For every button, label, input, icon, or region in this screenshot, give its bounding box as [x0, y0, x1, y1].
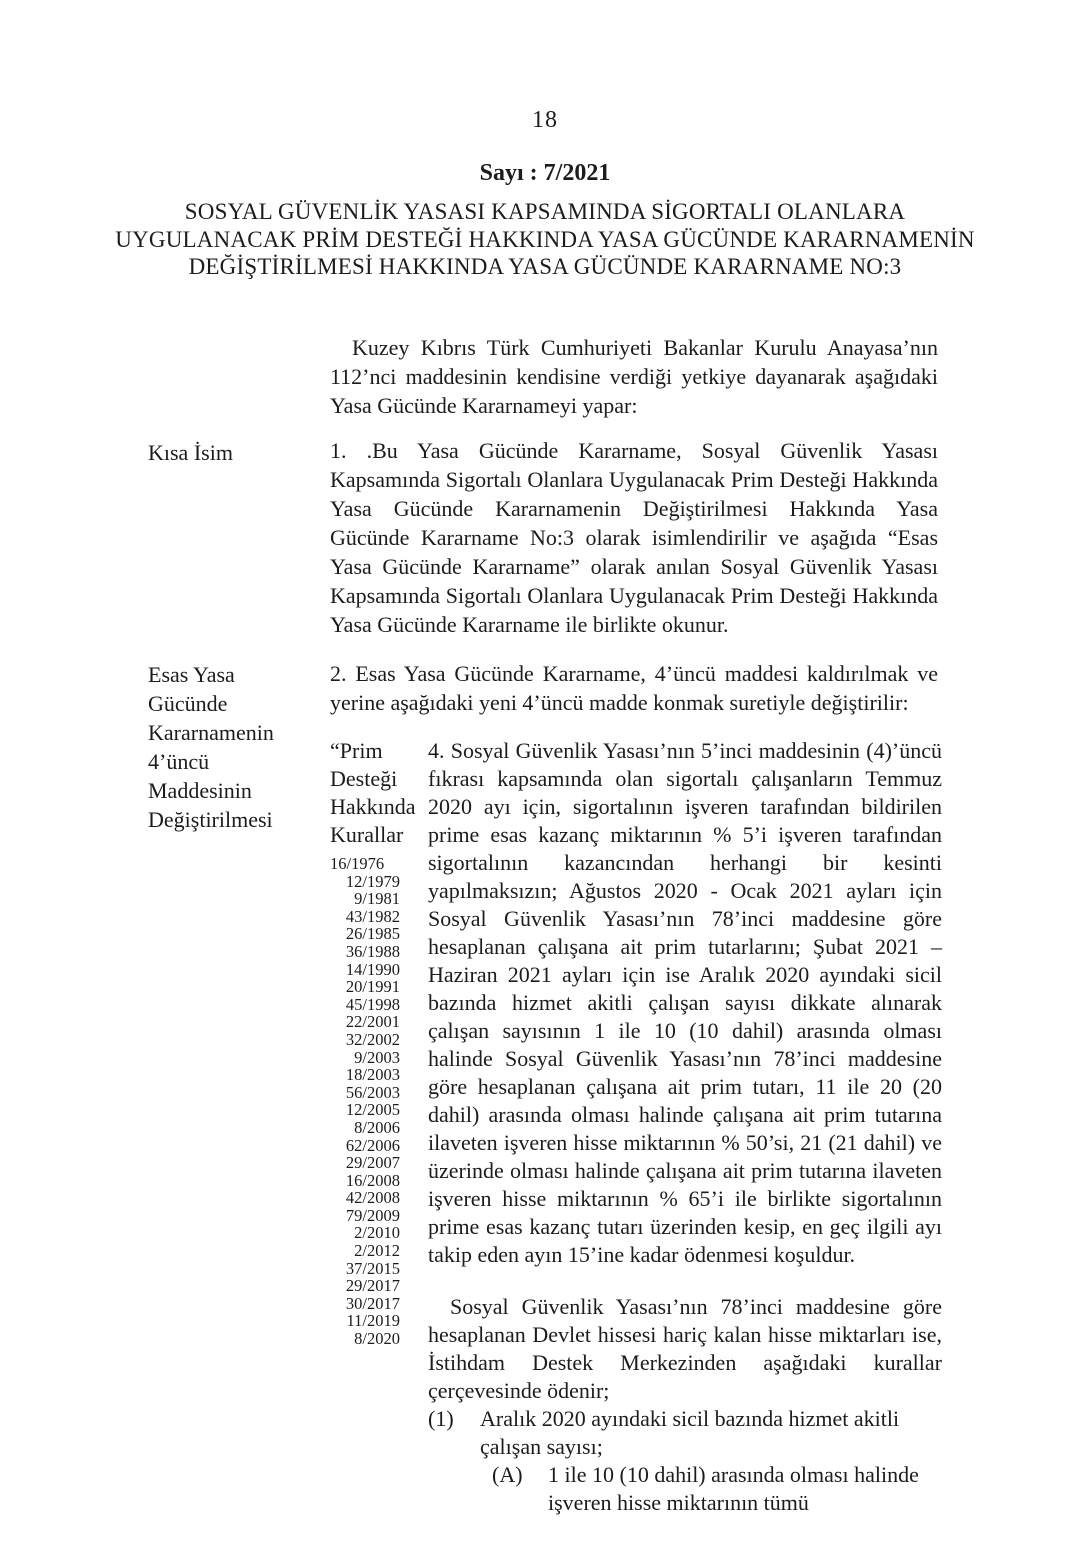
law-ref: 2/2010	[354, 1223, 400, 1243]
document-title-line: SOSYAL GÜVENLİK YASASI KAPSAMINDA SİGORTALI OLANLARA	[184, 199, 906, 224]
law-ref: 16/2008	[345, 1170, 400, 1190]
law-ref: 26/1985	[345, 924, 400, 944]
law-ref: 79/2009	[345, 1205, 400, 1225]
law-ref: 9/2003	[354, 1047, 400, 1067]
intro-paragraph: Kuzey Kıbrıs Türk Cumhuriyeti Bakanlar Kurulu Anayasa’nın 112’nci maddesinin kendisine verdiği yetkiye dayanarak aşağıdaki Yasa Gücünde Kararnameyi yapar:	[330, 335, 938, 418]
law-ref: 9/1981	[354, 889, 400, 909]
law-ref: 45/1998	[345, 994, 400, 1014]
law-ref: 36/1988	[345, 941, 400, 961]
law-ref: 8/2006	[354, 1117, 400, 1137]
document-title-line: DEĞİŞTİRİLMESİ HAKKINDA YASA GÜCÜNDE KARARNAME NO:3	[188, 254, 902, 279]
law-ref: 29/2017	[345, 1276, 400, 1296]
page-number: 18	[532, 107, 558, 133]
clause-4-block	[330, 737, 942, 1517]
law-ref: 32/2002	[345, 1029, 400, 1049]
list-item-1	[428, 1405, 942, 1461]
clause-paragraph-1: 4. Sosyal Güvenlik Yasası’nın 5’inci maddesinin (4)’üncü fıkrası kapsamında olan sigortalı çalışanların Temmuz 2020 ayı için, sigortalının işveren tarafından bildirilen prime esas kazanç miktarının % 5’i işveren tarafından sigortalının kazancından herhangi bir kesinti yapılmaksızın; Ağustos 2020 - Ocak 2021 ayları için Sosyal Güvenlik Yasası’nın 78’inci maddesine göre hesaplanan çalışana ait prim tutarlarını; Şubat 2021 – Haziran 2021 ayları için ise Aralık 2020 ayındaki sicil bazında hizmet akitli çalışan sayısı dikkate alınarak çalışan sayısının 1 ile 10 (10 dahil) arasında olması halinde Sosyal Güvenlik Yasası’nın 78’inci maddesine göre hesaplanan çalışana ait prim tutarı, 11 ile 20 (20 dahil) arasında olması halinde çalışana ait prim tutarına ilaveten işveren hisse miktarının % 50’si, 21 (21 dahil) ve üzerinde olması halinde çalışana ait prim tutarına ilaveten işveren hisse miktarının % 65’i ile birlikte sigortalının prime esas kazanç tutarı üzerinden kesip, en geç ilgili ayı takip eden ayın 15’ine kadar ödenmesi koşuldur.	[428, 738, 942, 1267]
law-ref: 62/2006	[345, 1135, 400, 1155]
clause-body-column	[428, 737, 942, 1517]
law-ref: 14/1990	[345, 959, 400, 979]
law-ref: 8/2020	[354, 1329, 400, 1349]
clause-margin-title: “Prim Desteği Hakkında Kurallar	[330, 738, 416, 847]
law-ref: 30/2017	[345, 1293, 400, 1313]
document-title	[0, 198, 1090, 281]
law-ref: 16/1976	[330, 854, 385, 873]
law-ref: 2/2012	[354, 1241, 400, 1261]
law-ref: 12/2005	[345, 1100, 400, 1120]
law-ref: 42/2008	[345, 1188, 400, 1208]
law-ref: 22/2001	[345, 1012, 400, 1032]
law-ref: 12/1979	[345, 871, 400, 891]
list-item-marker: (A)	[492, 1462, 523, 1487]
section-1-paragraph: 1. .Bu Yasa Gücünde Kararname, Sosyal Güvenlik Yasası Kapsamında Sigortalı Olanlara Uygulanacak Prim Desteği Hakkında Yasa Gücünde Kararnamenin Değiştirilmesi Hakkında Yasa Gücünde Kararname No:3 olarak isimlendirilir ve aşağıda “Esas Yasa Gücünde Kararname” olarak anılan Sosyal Güvenlik Yasası Kapsamında Sigortalı Olanlara Uygulanacak Prim Desteği Hakkında Yasa Gücünde Kararname ile birlikte okunur.	[330, 438, 938, 637]
law-ref: 56/2003	[345, 1082, 400, 1102]
document-title-line: UYGULANACAK PRİM DESTEĞİ HAKKINDA YASA GÜCÜNDE KARARNAMENİN	[115, 226, 975, 252]
list-item-text: Aralık 2020 ayındaki sicil bazında hizmet akitli çalışan sayısı;	[480, 1406, 900, 1459]
law-ref: 37/2015	[345, 1258, 400, 1278]
clause-paragraph-2: Sosyal Güvenlik Yasası’nın 78’inci maddesine göre hesaplanan Devlet hissesi hariç kalan hisse miktarları ise, İstihdam Destek Merkezinden aşağıdaki kurallar çerçevesinde ödenir;	[428, 1294, 942, 1403]
law-ref: 18/2003	[345, 1065, 400, 1085]
list-item-marker: (1)	[428, 1406, 454, 1431]
list-item-text: 1 ile 10 (10 dahil) arasında olması halinde işveren hisse miktarının tümü	[548, 1462, 919, 1515]
section-2-paragraph: 2. Esas Yasa Gücünde Kararname, 4’üncü maddesi kaldırılmak ve yerine aşağıdaki yeni 4’üncü madde konmak suretiyle değiştirilir:	[330, 661, 938, 715]
law-references-list	[330, 855, 400, 1348]
kisa-isim-label: Kısa İsim	[148, 440, 233, 465]
law-ref: 20/1991	[345, 977, 400, 997]
law-ref: 29/2007	[345, 1153, 400, 1173]
esas-yasa-label: Esas Yasa Gücünde Kararnamenin 4’üncü Maddesinin Değiştirilmesi	[148, 662, 274, 832]
law-ref: 11/2019	[346, 1311, 400, 1331]
list-item-1A	[428, 1461, 942, 1517]
clause-margin-column	[330, 737, 428, 1517]
law-ref: 43/1982	[345, 906, 400, 926]
doc-number: Sayı : 7/2021	[479, 160, 611, 186]
